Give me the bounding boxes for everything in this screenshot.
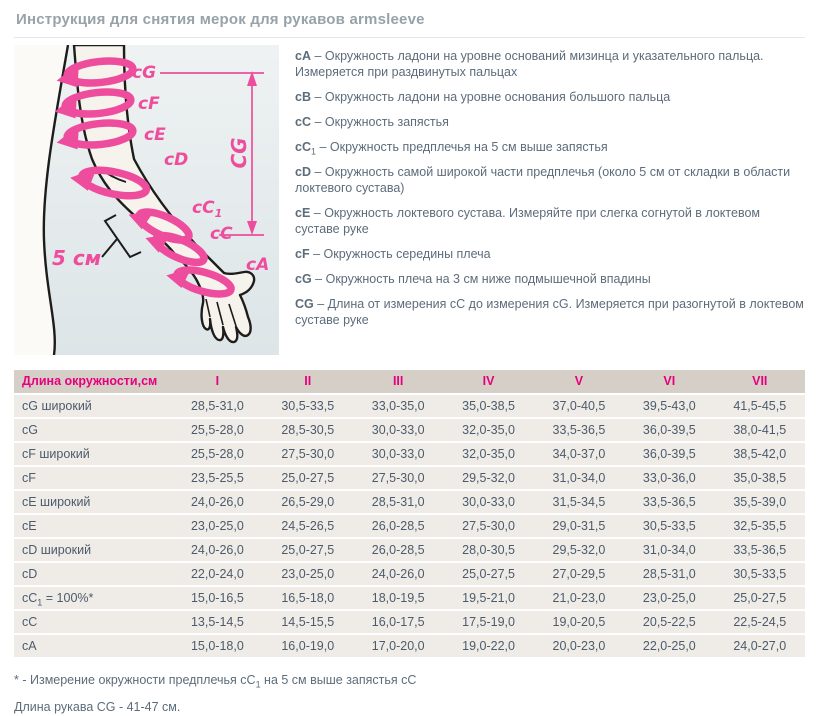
size-cell: 38,0-41,5	[715, 419, 805, 441]
size-cell: 29,0-31,5	[534, 515, 624, 537]
size-cell: 29,5-32,0	[443, 467, 533, 489]
size-cell: 25,5-28,0	[172, 419, 262, 441]
measure-row-label: cF широкий	[14, 443, 172, 465]
measure-description: – Окружность ладони на уровне оснований мизинца и указательного пальца. Измеряется при раздвинутых пальцах	[295, 49, 764, 79]
legend-item	[295, 271, 805, 287]
size-cell: 33,5-36,5	[624, 491, 714, 513]
size-cell: 16,0-17,5	[353, 611, 443, 633]
size-cell: 41,5-45,5	[715, 395, 805, 417]
size-cell: 17,0-20,0	[353, 635, 443, 657]
measure-code: cC	[295, 140, 311, 154]
size-cell: 30,0-33,0	[443, 491, 533, 513]
size-cell: 15,0-16,5	[172, 587, 262, 609]
size-cell: 19,0-20,5	[534, 611, 624, 633]
size-cell: 37,0-40,5	[534, 395, 624, 417]
legend-item	[295, 139, 805, 155]
size-cell: 31,0-34,0	[624, 539, 714, 561]
size-cell: 21,0-23,0	[534, 587, 624, 609]
measure-code: cE	[295, 206, 311, 220]
measure-row-label: cC	[14, 611, 172, 633]
label-cE: cE	[144, 125, 166, 145]
size-column-header: II	[263, 370, 353, 393]
measure-code: cD	[295, 165, 311, 179]
size-cell: 25,0-27,5	[263, 467, 353, 489]
size-cell: 28,5-30,5	[263, 419, 353, 441]
size-column-header: VII	[715, 370, 805, 393]
size-column-header: I	[172, 370, 262, 393]
table-header-label: Длина окружности,см	[14, 370, 172, 393]
table-row	[14, 611, 805, 633]
measure-description: – Окружность самой широкой части предплечья (около 5 см от складки в области локтевого сустава)	[295, 165, 791, 195]
measure-row-label: cE	[14, 515, 172, 537]
size-cell: 38,5-42,0	[715, 443, 805, 465]
size-column-header: III	[353, 370, 443, 393]
size-cell: 32,0-35,0	[443, 419, 533, 441]
size-cell: 32,0-35,0	[443, 443, 533, 465]
measure-row-label: cA	[14, 635, 172, 657]
size-cell: 27,5-30,0	[353, 467, 443, 489]
size-cell: 16,0-19,0	[263, 635, 353, 657]
measure-row-label: cD	[14, 563, 172, 585]
size-cell: 24,5-26,5	[263, 515, 353, 537]
sleeve-length-note: Длина рукава CG - 41-47 см.	[14, 700, 181, 714]
table-row	[14, 491, 805, 513]
measure-code: cG	[295, 272, 312, 286]
size-cell: 33,5-36,5	[534, 419, 624, 441]
measure-description: – Длина от измерения cC до измерения cG. Измеряется при разогнутой в локтевом суставе руке	[295, 297, 804, 327]
arm-measurement-illustration	[14, 45, 279, 355]
measurement-legend	[295, 45, 805, 355]
size-cell: 28,0-30,5	[443, 539, 533, 561]
size-cell: 28,5-31,0	[172, 395, 262, 417]
size-cell: 22,5-24,5	[715, 611, 805, 633]
measure-description: – Окружность середины плеча	[313, 247, 491, 261]
size-cell: 33,0-36,0	[624, 467, 714, 489]
legend-item	[295, 89, 805, 105]
table-row	[14, 563, 805, 585]
size-cell: 24,0-26,0	[172, 491, 262, 513]
size-cell: 31,0-34,0	[534, 467, 624, 489]
label-cC1: $cC_1$	[192, 198, 223, 220]
size-cell: 13,5-14,5	[172, 611, 262, 633]
measure-description: – Окружность локтевого сустава. Измеряйте при слегка согнутой в локтевом суставе руке	[295, 206, 760, 236]
measure-code: cB	[295, 90, 311, 104]
measure-description: – Окружность ладони на уровне основания большого пальца	[314, 90, 671, 104]
size-cell: 27,5-30,0	[263, 443, 353, 465]
size-cell: 23,0-25,0	[172, 515, 262, 537]
size-cell: 15,0-18,0	[172, 635, 262, 657]
size-cell: 14,5-15,5	[263, 611, 353, 633]
size-cell: 30,0-33,0	[353, 419, 443, 441]
label-cF: cF	[138, 94, 160, 114]
size-cell: 30,0-33,0	[353, 443, 443, 465]
size-cell: 24,0-26,0	[353, 563, 443, 585]
size-cell: 31,5-34,5	[534, 491, 624, 513]
size-cell: 33,0-35,0	[353, 395, 443, 417]
table-row	[14, 587, 805, 609]
size-cell: 30,5-33,5	[715, 563, 805, 585]
measure-description: – Окружность плеча на 3 см ниже подмышечной впадины	[315, 272, 651, 286]
size-cell: 26,0-28,5	[353, 515, 443, 537]
size-cell: 27,5-30,0	[443, 515, 533, 537]
size-cell: 25,0-27,5	[263, 539, 353, 561]
legend-item	[295, 246, 805, 262]
size-cell: 24,0-27,0	[715, 635, 805, 657]
measure-row-label: cG	[14, 419, 172, 441]
size-cell: 29,5-32,0	[534, 539, 624, 561]
legend-item	[295, 164, 805, 196]
size-cell: 26,0-28,5	[353, 539, 443, 561]
table-row	[14, 635, 805, 657]
measure-row-label: cD широкий	[14, 539, 172, 561]
table-row	[14, 539, 805, 561]
table-row	[14, 515, 805, 537]
size-cell: 23,0-25,0	[624, 587, 714, 609]
size-cell: 18,0-19,5	[353, 587, 443, 609]
page-header	[14, 0, 805, 38]
measure-code: cA	[295, 49, 311, 63]
size-cell: 28,5-31,0	[624, 563, 714, 585]
size-cell: 23,5-25,5	[172, 467, 262, 489]
size-cell: 19,5-21,0	[443, 587, 533, 609]
size-cell: 36,0-39,5	[624, 419, 714, 441]
measure-code: cC	[295, 115, 311, 129]
table-row	[14, 419, 805, 441]
size-column-header: V	[534, 370, 624, 393]
size-column-header: IV	[443, 370, 533, 393]
size-cell: 23,0-25,0	[263, 563, 353, 585]
label-cG: cG	[132, 63, 157, 83]
legend-item	[295, 114, 805, 130]
table-row	[14, 395, 805, 417]
size-table	[14, 368, 805, 659]
measure-row-label: cF	[14, 467, 172, 489]
label-5cm: 5 см	[52, 246, 102, 270]
size-cell: 27,0-29,5	[534, 563, 624, 585]
measure-row-label: $cC_1 = 100\%*$	[14, 587, 172, 609]
size-cell: 39,5-43,0	[624, 395, 714, 417]
size-cell: 28,5-31,0	[353, 491, 443, 513]
size-cell: 22,0-24,0	[172, 563, 262, 585]
size-cell: 26,5-29,0	[263, 491, 353, 513]
size-cell: 25,0-27,5	[443, 563, 533, 585]
table-row	[14, 443, 805, 465]
measure-code: CG	[295, 297, 314, 311]
size-cell: 34,0-37,0	[534, 443, 624, 465]
legend-item	[295, 296, 805, 328]
size-table-body	[14, 395, 805, 657]
size-cell: 35,5-39,0	[715, 491, 805, 513]
measure-row-label: cE широкий	[14, 491, 172, 513]
size-cell: 25,5-28,0	[172, 443, 262, 465]
size-cell: 17,5-19,0	[443, 611, 533, 633]
size-cell: 35,0-38,5	[443, 395, 533, 417]
content	[14, 38, 805, 355]
legend-item	[295, 48, 805, 80]
size-cell: 33,5-36,5	[715, 539, 805, 561]
label-cD: cD	[164, 150, 189, 170]
size-cell: 20,0-23,0	[534, 635, 624, 657]
size-cell: 16,5-18,0	[263, 587, 353, 609]
size-cell: 35,0-38,5	[715, 467, 805, 489]
page-title: Инструкция для снятия мерок для рукавов armsleeve	[16, 11, 425, 28]
size-cell: 22,0-25,0	[624, 635, 714, 657]
size-cell: 19,0-22,0	[443, 635, 533, 657]
table-header-row	[14, 370, 805, 393]
measure-description: – Окружность запястья	[314, 115, 449, 129]
label-CG-length: CG	[227, 137, 251, 169]
size-cell: 32,5-35,5	[715, 515, 805, 537]
size-cell: 30,5-33,5	[263, 395, 353, 417]
asterisk-footnote: * - Измерение окружности предплечья $cC_1$ на 5 см выше запястья cC	[14, 673, 417, 690]
legend-item	[295, 205, 805, 237]
measure-code: cF	[295, 247, 310, 261]
size-cell: 30,5-33,5	[624, 515, 714, 537]
size-column-header: VI	[624, 370, 714, 393]
size-cell: 36,0-39,5	[624, 443, 714, 465]
size-cell: 20,5-22,5	[624, 611, 714, 633]
table-row	[14, 467, 805, 489]
size-cell: 24,0-26,0	[172, 539, 262, 561]
label-cC: cC	[210, 224, 233, 244]
label-cA: cA	[246, 255, 270, 275]
measure-row-label: cG широкий	[14, 395, 172, 417]
size-cell: 25,0-27,5	[715, 587, 805, 609]
measure-code-subscript: 1	[310, 146, 316, 157]
measure-description: – Окружность предплечья на 5 см выше запястья	[319, 140, 608, 154]
